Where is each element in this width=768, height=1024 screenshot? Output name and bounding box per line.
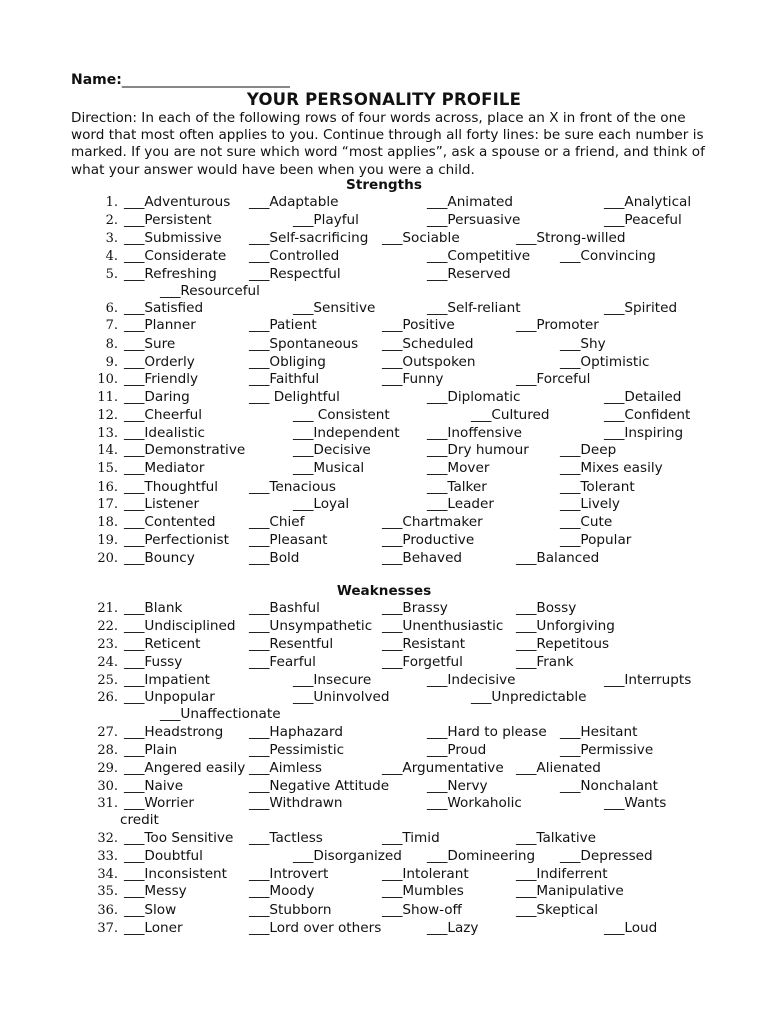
word-option[interactable]: ___Pessimistic [249,742,345,758]
strength-row [0,407,768,424]
word-option[interactable]: ___Popular [560,532,632,548]
word-option[interactable]: ___Sure [124,336,176,352]
word-option[interactable]: ___Friendly [124,371,199,387]
word-option[interactable]: ___Positive [382,317,455,333]
weakness-row [0,778,768,795]
word-option[interactable]: ___Slow [124,902,177,918]
weaknesses-heading: Weaknesses [336,583,432,599]
word-option[interactable]: ___Inspiring [604,425,684,441]
strength-row [0,460,768,477]
word-option[interactable]: ___Patient [249,317,317,333]
word-option[interactable]: ___Tactless [249,830,323,846]
word-option[interactable]: ___Unsympathetic [249,618,373,634]
word-option[interactable]: ___Considerate [124,248,227,264]
word-option[interactable]: ___Lazy [427,920,479,936]
word-option[interactable]: ___Orderly [124,354,195,370]
word-option[interactable]: ___Diplomatic [427,389,521,405]
weakness-row [0,795,768,828]
word-option[interactable]: ___Aimless [249,760,323,776]
word-option[interactable]: ___Mixes easily [560,460,663,476]
word-option[interactable]: ___Manipulative [516,883,624,899]
strength-row [0,317,768,334]
name-label: Name: [71,72,122,88]
strength-row [0,550,768,567]
row-number: 20. [97,551,118,566]
word-option[interactable]: ___Loner [124,920,183,936]
word-option[interactable]: ___Inconsistent [124,866,228,882]
word-option[interactable]: ___Unenthusiastic [382,618,504,634]
row-number: 23. [97,637,118,652]
row-number: 1. [105,195,118,210]
word-option[interactable]: ___Alienated [516,760,601,776]
word-option[interactable]: ___Obliging [249,354,326,370]
word-option[interactable]: ___Scheduled [382,336,474,352]
word-option[interactable]: ___Lord over others [249,920,382,936]
word-option[interactable]: ___Indecisive [427,672,516,688]
strength-row [0,194,768,211]
strengths-heading: Strengths [346,177,422,193]
word-option[interactable]: ___Haphazard [249,724,343,740]
word-option[interactable]: ___Contented [124,514,216,530]
weakness-row [0,883,768,900]
word-option[interactable]: ___Bossy [516,600,577,616]
word-option[interactable]: ___Wants [604,795,667,811]
word-option[interactable]: ___Cheerful [124,407,202,423]
row-number: 29. [97,761,118,776]
word-option[interactable]: ___Strong-willed [516,230,626,246]
word-option[interactable]: ___Mumbles [382,883,464,899]
row-number: 19. [97,533,118,548]
word-option[interactable]: ___Fearful [249,654,316,670]
strength-row [0,479,768,496]
word-option[interactable]: ___Nonchalant [560,778,658,794]
word-option[interactable]: ___Introvert [249,866,329,882]
weakness-row [0,672,768,689]
word-option[interactable]: ___Talker [427,479,487,495]
row-number: 8. [105,337,118,352]
word-option[interactable]: ___Spontaneous [249,336,359,352]
word-option[interactable]: ___Insecure [293,672,372,688]
word-option[interactable]: ___Listener [124,496,200,512]
word-option[interactable]: ___Show-off [382,902,462,918]
word-option[interactable]: ___Depressed [560,848,653,864]
word-option[interactable]: ___Brassy [382,600,448,616]
word-option[interactable]: ___Self-sacrificing [249,230,369,246]
word-option[interactable]: ___Argumentative [382,760,504,776]
strength-row [0,389,768,406]
word-option[interactable]: ___Plain [124,742,178,758]
weakness-row [0,830,768,847]
word-option[interactable]: ___Forgetful [382,654,463,670]
word-option[interactable]: ___Sensitive [293,300,376,316]
word-option[interactable]: ___Persistent [124,212,212,228]
word-option[interactable]: ___Deep [560,442,617,458]
word-option[interactable]: ___Unpopular [124,689,215,705]
word-option[interactable]: ___Fussy [124,654,183,670]
word-option[interactable]: ___Funny [382,371,444,387]
weakness-row [0,760,768,777]
word-option[interactable]: ___Productive [382,532,475,548]
strength-row [0,354,768,371]
row-number: 13. [97,426,118,441]
weakness-row [0,689,768,722]
word-option[interactable]: ___Mediator [124,460,205,476]
row-number: 26. [97,690,118,705]
word-option[interactable]: ___Permissive [560,742,654,758]
row-number: 28. [97,743,118,758]
word-option[interactable]: ___Loud [604,920,658,936]
row-number: 9. [105,355,118,370]
word-option[interactable]: ___Hard to please [427,724,547,740]
word-option[interactable]: ___Chief [249,514,305,530]
word-option[interactable]: ___Headstrong [124,724,224,740]
word-option[interactable]: ___Too Sensitive [124,830,234,846]
word-option[interactable]: ___Skeptical [516,902,599,918]
word-option[interactable]: ___Demonstrative [124,442,246,458]
word-option[interactable]: ___Undisciplined [124,618,236,634]
page-title: YOUR PERSONALITY PROFILE [246,90,522,109]
row-number: 10. [97,372,118,387]
word-option[interactable]: ___Independent [293,425,400,441]
word-option[interactable]: ___Lively [560,496,620,512]
word-option[interactable]: ___Behaved [382,550,463,566]
word-option[interactable]: ___Resistant [382,636,466,652]
word-option[interactable]: ___Reticent [124,636,201,652]
strength-row [0,496,768,513]
strength-row [0,514,768,531]
word-option[interactable]: ___Satisfied [124,300,204,316]
word-option[interactable]: ___Loyal [293,496,350,512]
word-option[interactable]: ___Confident [604,407,691,423]
directions-paragraph: Direction: In each of the following rows of four words across, place an X in front of the one word that most often applies to you. Continue through all forty lines: be sure each number is marked. If you are not sure which word “most applies”, ask a spouse or a friend, and think of what your answer would have been when you were a child. [71,110,705,178]
word-option[interactable]: ___Bouncy [124,550,195,566]
word-option[interactable]: ___Domineering [427,848,536,864]
word-option[interactable]: ___Blank [124,600,183,616]
word-option[interactable]: ___Analytical [604,194,692,210]
word-option[interactable]: ___Intolerant [382,866,469,882]
strength-row [0,336,768,353]
row-number: 3. [105,231,118,246]
name-blank: ________________________ [121,72,290,88]
row-number: 2. [105,213,118,228]
word-option[interactable]: ___Animated [427,194,513,210]
word-option[interactable]: ___Unaffectionate [160,706,281,722]
word-option[interactable]: ___Unpredictable [471,689,587,705]
row-number: 5. [105,267,118,282]
row-number: 12. [97,408,118,423]
row-number: 6. [105,301,118,316]
word-option[interactable]: ___Respectful [249,266,341,282]
row-number: 18. [97,515,118,530]
row-number: 15. [97,461,118,476]
row-number: 21. [97,601,118,616]
wrapped-word-continuation: credit [120,812,159,828]
row-number: 30. [97,779,118,794]
word-option[interactable]: ___Controlled [249,248,340,264]
word-option[interactable]: ___Perfectionist [124,532,229,548]
word-option[interactable]: ___Tenacious [249,479,336,495]
word-option[interactable]: ___Reserved [427,266,511,282]
word-option[interactable]: ___Sociable [382,230,460,246]
word-option[interactable]: ___Competitive [427,248,531,264]
word-option[interactable]: ___Disorganized [293,848,402,864]
word-option[interactable]: ___Workaholic [427,795,522,811]
word-option[interactable]: ___Adventurous [124,194,231,210]
word-option[interactable]: ___Balanced [516,550,600,566]
word-option[interactable]: ___Planner [124,317,196,333]
weakness-row [0,902,768,919]
word-option[interactable]: ___Timid [382,830,440,846]
word-option[interactable]: ___Cute [560,514,613,530]
word-option[interactable]: ___Spirited [604,300,678,316]
word-option[interactable]: ___Messy [124,883,187,899]
row-number: 25. [97,673,118,688]
word-option[interactable]: ___Tolerant [560,479,635,495]
weakness-row [0,848,768,865]
row-number: 35. [97,884,118,899]
word-option[interactable]: ___Shy [560,336,606,352]
word-option[interactable]: ___Musical [293,460,365,476]
word-option[interactable]: ___Resentful [249,636,334,652]
row-number: 16. [97,480,118,495]
word-option[interactable]: ___Interrupts [604,672,692,688]
word-option[interactable]: ___Hesitant [560,724,638,740]
word-option[interactable]: ___Dry humour [427,442,529,458]
weakness-row [0,866,768,883]
word-option[interactable]: ___Playful [293,212,359,228]
strength-row [0,300,768,317]
row-number: 17. [97,497,118,512]
weakness-row [0,618,768,635]
word-option[interactable]: ___ Delightful [249,389,340,405]
row-number: 7. [105,318,118,333]
word-option[interactable]: ___Pleasant [249,532,328,548]
row-number: 4. [105,249,118,264]
word-option[interactable]: ___Stubborn [249,902,332,918]
word-option[interactable]: ___Detailed [604,389,682,405]
word-option[interactable]: ___Naive [124,778,184,794]
row-number: 37. [97,921,118,936]
word-option[interactable]: ___Convincing [560,248,656,264]
word-option[interactable]: ___Doubtful [124,848,203,864]
weakness-row [0,742,768,759]
word-option[interactable]: ___Promoter [516,317,599,333]
word-option[interactable]: ___Bashful [249,600,320,616]
word-option[interactable]: ___Withdrawn [249,795,343,811]
word-option[interactable]: ___Submissive [124,230,222,246]
word-option[interactable]: ___Worrier [124,795,195,811]
row-number: 32. [97,831,118,846]
word-option[interactable]: ___Idealistic [124,425,205,441]
word-option[interactable]: ___Moody [249,883,315,899]
weakness-row [0,654,768,671]
strength-row [0,532,768,549]
row-number: 11. [97,390,118,405]
row-number: 24. [97,655,118,670]
word-option[interactable]: ___Impatient [124,672,211,688]
word-option[interactable]: ___Decisive [293,442,371,458]
strength-row [0,425,768,442]
word-option[interactable]: ___Frank [516,654,574,670]
word-option[interactable]: ___Leader [427,496,494,512]
row-number: 33. [97,849,118,864]
row-number: 31. [97,796,118,811]
word-option[interactable]: ___Adaptable [249,194,339,210]
word-option[interactable]: ___Daring [124,389,190,405]
word-option[interactable]: ___Forceful [516,371,591,387]
weakness-row [0,636,768,653]
name-line [71,72,290,88]
word-option[interactable]: ___Unforgiving [516,618,615,634]
strength-row [0,266,768,299]
word-option[interactable]: ___Persuasive [427,212,521,228]
strength-row [0,248,768,265]
word-option[interactable]: ___Self-reliant [427,300,521,316]
word-option[interactable]: ___Outspoken [382,354,476,370]
word-option[interactable]: ___Chartmaker [382,514,483,530]
strength-row [0,230,768,247]
word-option[interactable]: ___Resourceful [160,283,260,299]
word-option[interactable]: ___Inoffensive [427,425,522,441]
strength-row [0,442,768,459]
word-option[interactable]: ___Proud [427,742,487,758]
row-number: 34. [97,867,118,882]
word-option[interactable]: ___Indiferrent [516,866,608,882]
row-number: 36. [97,903,118,918]
word-option[interactable]: ___Bold [249,550,300,566]
strength-row [0,371,768,388]
word-option[interactable]: ___Nervy [427,778,488,794]
word-option[interactable]: ___Optimistic [560,354,650,370]
word-option[interactable]: ___Talkative [516,830,597,846]
word-option[interactable]: ___Thoughtful [124,479,218,495]
word-option[interactable]: ___Negative Attitude [249,778,390,794]
weakness-row [0,600,768,617]
weakness-row [0,724,768,741]
strength-row [0,212,768,229]
word-option[interactable]: ___Cultured [471,407,550,423]
word-option[interactable]: ___Faithful [249,371,320,387]
row-number: 27. [97,725,118,740]
word-option[interactable]: ___Repetitous [516,636,610,652]
row-number: 14. [97,443,118,458]
word-option[interactable]: ___Uninvolved [293,689,390,705]
row-number: 22. [97,619,118,634]
word-option[interactable]: ___ Consistent [293,407,390,423]
word-option[interactable]: ___Angered easily [124,760,246,776]
word-option[interactable]: ___Mover [427,460,490,476]
weakness-row [0,920,768,937]
word-option[interactable]: ___Refreshing [124,266,217,282]
word-option[interactable]: ___Peaceful [604,212,682,228]
